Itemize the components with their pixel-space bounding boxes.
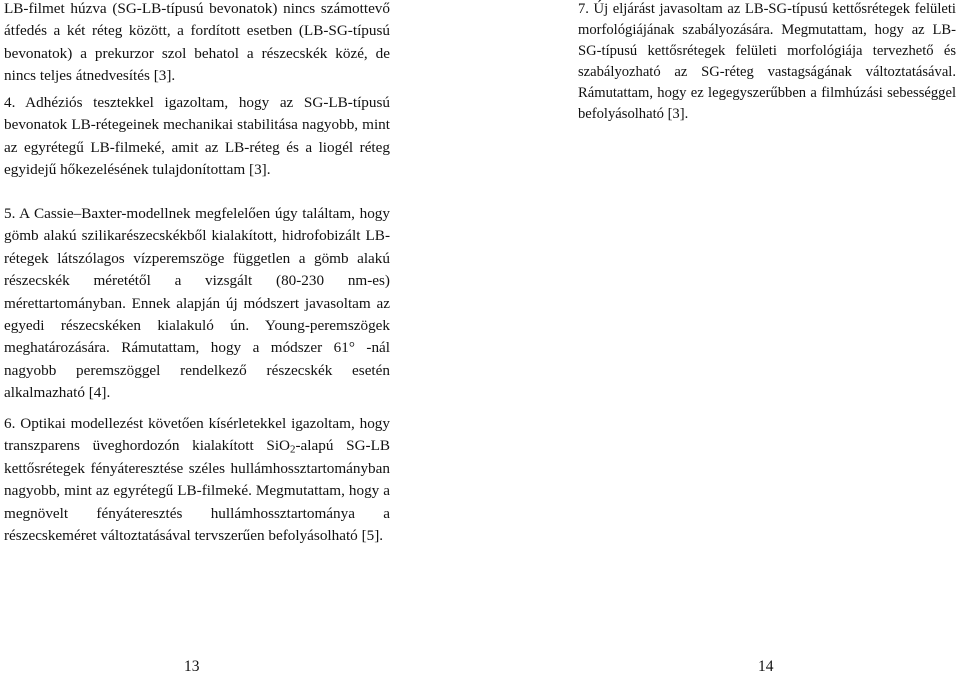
paragraph-item-7: 7. Új eljárást javasoltam az LB-SG-típusú kettősrétegek felületi morfológiájának szabályozására. Megmutattam, hogy az LB-SG-típusú kettősrétegek felületi morfológiája tervezhető és szabályozható az SG-réteg vastagságának változtatásával. Rámutattam, hogy ez legegyszerűbben a filmhúzási sebességgel befolyásolható [3]. bbox=[578, 1, 956, 122]
item-6-text-start: 6. Optikai modellezést követően kísérletekkel igazoltam, hogy transzparens üveghordozón kialakított SiO bbox=[4, 415, 390, 455]
subscript-2: 2 bbox=[290, 444, 296, 457]
item-6-text-end: -alapú SG-LB kettősrétegek fényáteresztése széles hullámhossztartományban nagyobb, mint az egyrétegű LB-filmeké. Megmutattam, hogy a megnövelt fényáteresztés hullámhossztartománya a részecskeméret változtatásával tervszerűen befolyásolható [5]. bbox=[4, 437, 391, 545]
paragraph-item-6 bbox=[4, 413, 390, 547]
paragraph-continuation: LB-filmet húzva (SG-LB-típusú bevonatok) nincs számottevő átfedés a két réteg között, a fordított esetben (LB-SG-típusú bevonatok) a prekurzor szol behatol a részecskék közé, de nincs teljes átnedvesítés [3]. bbox=[4, 0, 390, 85]
paragraph-item-4: 4. Adhéziós tesztekkel igazoltam, hogy az SG-LB-típusú bevonatok LB-rétegeinek mechanikai stabilitása nagyobb, mint az egyrétegű LB-filmeké, amit az LB-réteg és a liogél réteg egyidejű hőkezelésének tulajdonítottam [3]. bbox=[4, 94, 390, 179]
page-number-right: 14 bbox=[758, 658, 774, 675]
page-number-left: 13 bbox=[184, 658, 200, 675]
paragraph-item-5: 5. A Cassie–Baxter-modellnek megfelelően úgy találtam, hogy gömb alakú szilikarészecskékből kialakított, hidrofobizált LB-rétegek látszólagos vízperemszöge független a gömb alakú részecskék méretétől a vizsgált (80-230 nm-es) mérettartományban. Ennek alapján új módszert javasoltam az egyedi részecskéken kialakuló ún. Young-peremszögek meghatározására. Rámutattam, hogy a módszer 61° -nál nagyobb peremszöggel rendelkező részecskék esetén alkalmazható [4]. bbox=[4, 205, 390, 402]
